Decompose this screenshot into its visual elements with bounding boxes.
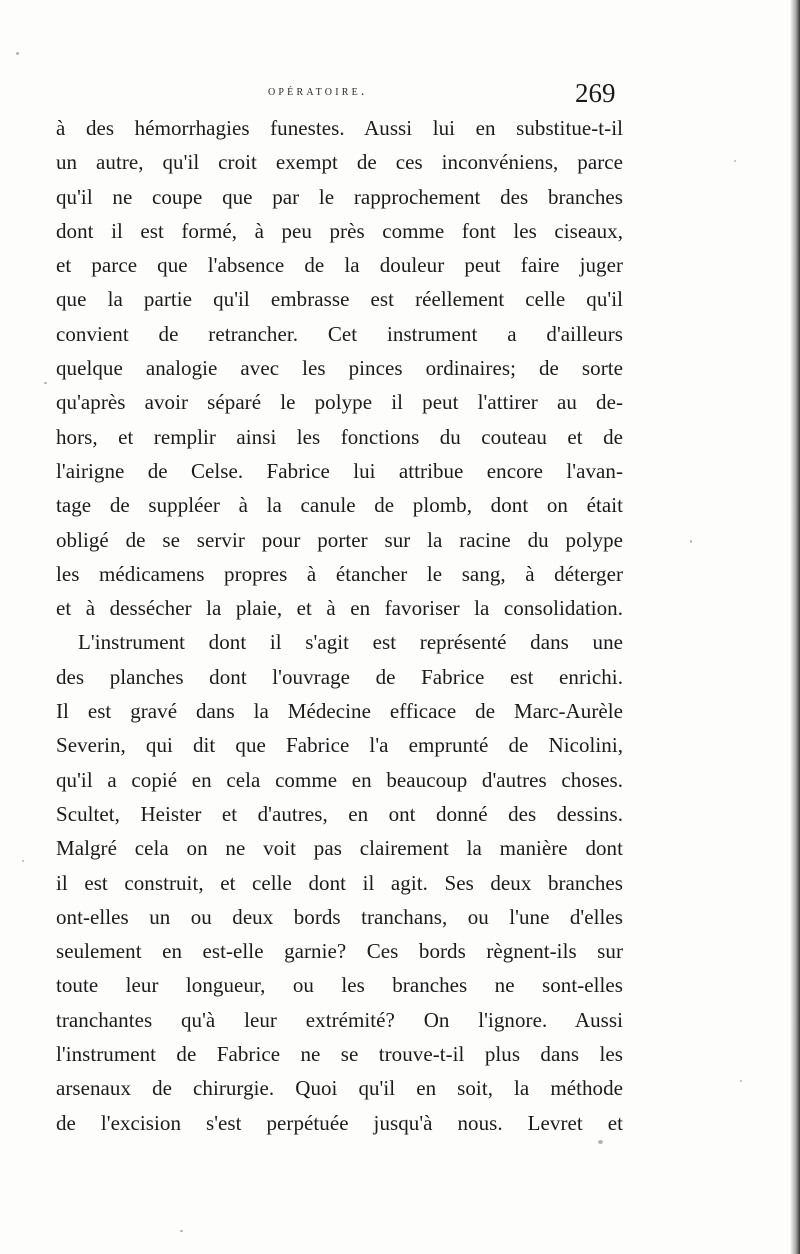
text-line: tage de suppléer à la canule de plomb, dont on était <box>56 493 623 518</box>
text-line: hors, et remplir ainsi les fonctions du couteau et de <box>56 424 623 449</box>
text-line: Scultet, Heister et d'autres, en ont donné des dessins. <box>56 801 623 826</box>
page-edge-shadow <box>790 0 800 1254</box>
text-line: L'instrument dont il s'agit est représenté dans une <box>78 630 623 655</box>
body-text <box>56 111 623 1140</box>
text-line: qu'il ne coupe que par le rapprochement des branches <box>56 184 623 209</box>
text-line: tranchantes qu'à leur extrémité? On l'ignore. Aussi <box>56 1007 623 1032</box>
text-line: Malgré cela on ne voit pas clairement la manière dont <box>56 836 623 861</box>
text-line: qu'après avoir séparé le polype il peut l'attirer au de- <box>56 390 623 415</box>
text-line: les médicamens propres à étancher le sang, à déterger <box>56 561 623 586</box>
running-head <box>0 80 800 110</box>
paper-speck <box>690 540 692 543</box>
running-head-title: opératoire. <box>268 84 368 99</box>
text-line: et à dessécher la plaie, et à en favoriser la consolidation. <box>56 596 623 621</box>
text-line: de l'excision s'est perpétuée jusqu'à nous. Levret et <box>56 1110 623 1135</box>
paper-speck <box>44 382 47 384</box>
text-line: il est construit, et celle dont il agit. Ses deux branches <box>56 870 623 895</box>
text-line: Il est gravé dans la Médecine efficace de Marc-Aurèle <box>56 699 623 724</box>
text-line: ont-elles un ou deux bords tranchans, ou l'une d'elles <box>56 904 623 929</box>
text-line: Severin, qui dit que Fabrice l'a emprunté de Nicolini, <box>56 733 623 758</box>
paper-speck <box>598 1140 603 1144</box>
text-line: seulement en est-elle garnie? Ces bords règnent-ils sur <box>56 939 623 964</box>
text-line: toute leur longueur, ou les branches ne sont-elles <box>56 973 623 998</box>
page-number: 269 <box>575 78 616 108</box>
text-line: convient de retrancher. Cet instrument a d'ailleurs <box>56 321 623 346</box>
paper-speck <box>180 1230 183 1232</box>
text-line: arsenaux de chirurgie. Quoi qu'il en soit, la méthode <box>56 1076 623 1101</box>
text-line: quelque analogie avec les pinces ordinaires; de sorte <box>56 356 623 381</box>
text-line: que la partie qu'il embrasse est réellement celle qu'il <box>56 287 623 312</box>
text-line: l'instrument de Fabrice ne se trouve-t-il plus dans les <box>56 1042 623 1067</box>
text-line: des planches dont l'ouvrage de Fabrice est enrichi. <box>56 664 623 689</box>
text-line: qu'il a copié en cela comme en beaucoup d'autres choses. <box>56 767 623 792</box>
paper-speck <box>22 860 24 862</box>
text-line: et parce que l'absence de la douleur peut faire juger <box>56 253 623 278</box>
text-line: à des hémorrhagies funestes. Aussi lui en substitue-t-il <box>56 116 623 140</box>
paper-speck <box>16 52 19 55</box>
text-line: obligé de se servir pour porter sur la racine du polype <box>56 527 623 552</box>
text-line: un autre, qu'il croit exempt de ces inconvéniens, parce <box>56 150 623 175</box>
paper-speck <box>740 1080 742 1082</box>
text-line: dont il est formé, à peu près comme font les ciseaux, <box>56 218 623 243</box>
paper-speck <box>734 160 736 162</box>
text-line: l'airigne de Celse. Fabrice lui attribue encore l'avan- <box>56 458 623 483</box>
